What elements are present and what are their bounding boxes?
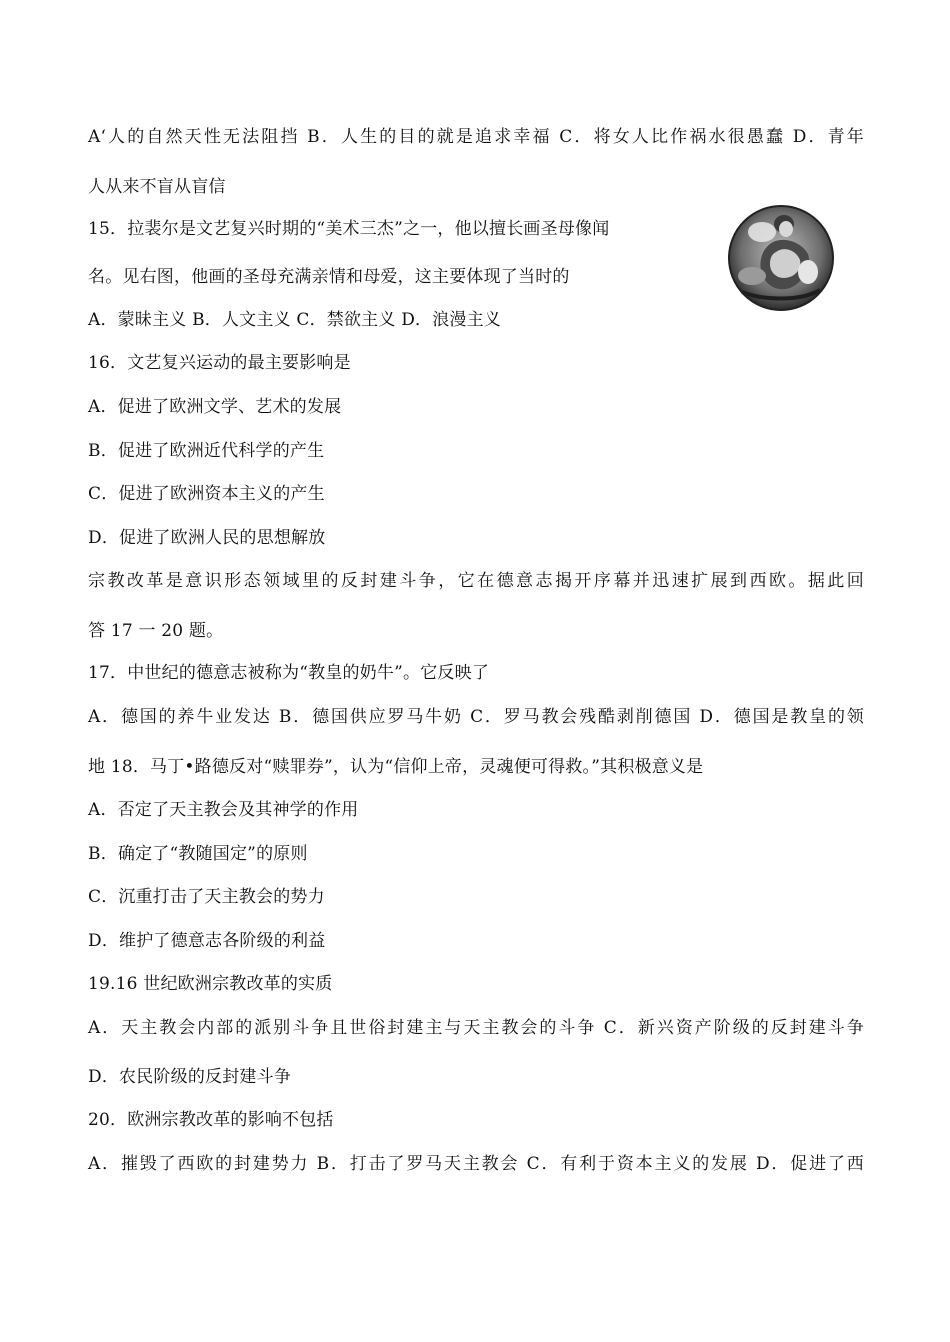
question-19-stem: 19.16 世纪欧洲宗教改革的实质 — [88, 974, 333, 994]
question-16-option-d: D．促进了欧洲人民的思想解放 — [88, 528, 326, 548]
question-19-options-line-2: D．农民阶级的反封建斗争 — [88, 1067, 292, 1087]
question-17-stem: 17．中世纪的德意志被称为“教皇的奶牛”。它反映了 — [88, 663, 490, 683]
question-16-stem: 16．文艺复兴运动的最主要影响是 — [88, 353, 351, 373]
passage-intro-line-2: 答 17 一 20 题。 — [88, 621, 224, 641]
question-20-stem: 20．欧洲宗教改革的影响不包括 — [88, 1110, 334, 1130]
question-14-options-line-2: 人从来不盲从盲信 — [88, 177, 226, 197]
question-16-option-c: C．促进了欧洲资本主义的产生 — [88, 484, 325, 504]
question-18-option-d: D．维护了德意志各阶级的利益 — [88, 931, 326, 951]
passage-intro-line-1: 宗教改革是意识形态领域里的反封建斗争，它在德意志揭开序幕并迅速扩展到西欧。据此回 — [88, 571, 864, 591]
question-15-stem-line-1: 15．拉裴尔是文艺复兴时期的“美术三杰”之一，他以擅长画圣母像闻 — [88, 219, 610, 239]
question-18-option-c: C．沉重打击了天主教会的势力 — [88, 887, 325, 907]
question-17-options: A．德国的养牛业发达 B．德国供应罗马牛奶 C．罗马教会残酷剥削德国 D．德国是教皇的领 — [88, 707, 864, 727]
question-19-options-line-1: A．天主教会内部的派别斗争且世俗封建主与天主教会的斗争 C．新兴资产阶级的反封建斗争 — [88, 1018, 864, 1038]
question-16-option-b: B．促进了欧洲近代科学的产生 — [88, 441, 325, 461]
question-15-stem-line-2: 名。见右图，他画的圣母充满亲情和母爱，这主要体现了当时的 — [88, 267, 570, 287]
question-18-stem: 地 18．马丁•路德反对“赎罪券”，认为“信仰上帝，灵魂便可得救。”其积极意义是 — [88, 757, 704, 777]
madonna-painting-image — [722, 196, 840, 314]
question-16-option-a: A．促进了欧洲文学、艺术的发展 — [88, 397, 342, 417]
question-18-option-a: A．否定了天主教会及其神学的作用 — [88, 800, 359, 820]
question-18-option-b: B．确定了“教随国定”的原则 — [88, 844, 308, 864]
question-14-options-line-1: A‘人的自然天性无法阻挡 B．人生的目的就是追求幸福 C．将女人比作祸水很愚蠢 D．青年 — [88, 127, 864, 147]
question-15-options: A．蒙昧主义 B．人文主义 C．禁欲主义 D．浪漫主义 — [88, 310, 502, 330]
question-20-options: A．摧毁了西欧的封建势力 B．打击了罗马天主教会 C．有利于资本主义的发展 D．促进了西 — [88, 1154, 864, 1174]
